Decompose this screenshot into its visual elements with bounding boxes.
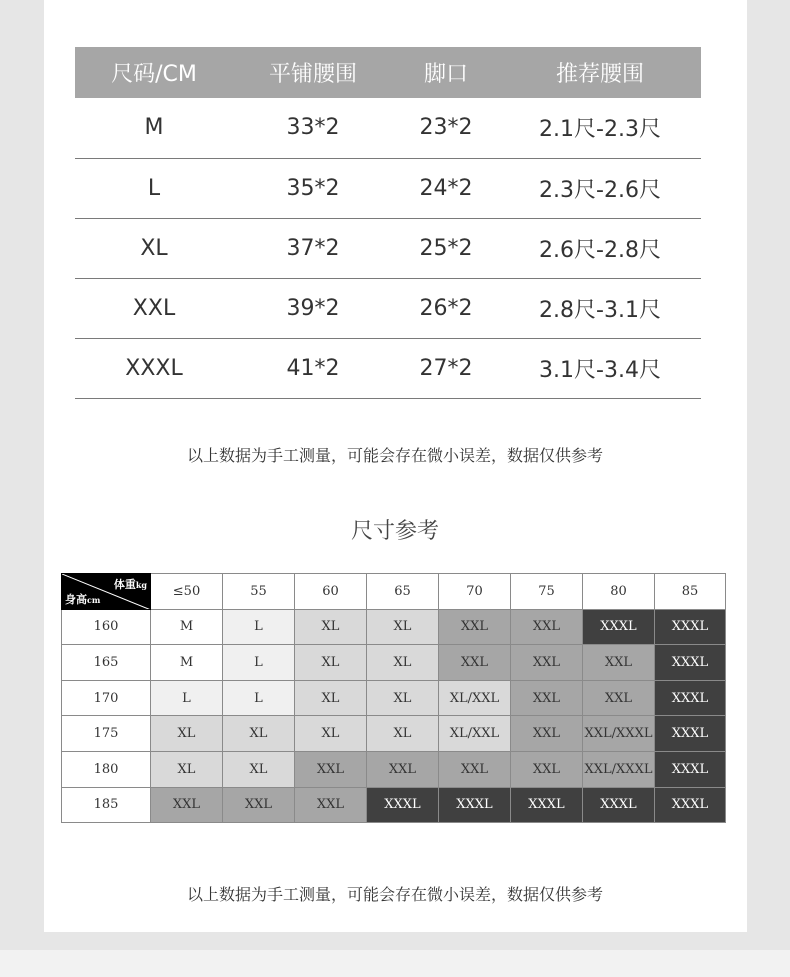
- size-recommendation-cell: XXL: [151, 787, 223, 823]
- weight-axis-label: [114, 576, 147, 592]
- size-recommendation-cell: L: [223, 680, 295, 716]
- size-recommendation-cell: XXL: [367, 751, 439, 787]
- hem-cell: 25*2: [393, 218, 499, 278]
- size-recommendation-cell: XXL: [295, 787, 367, 823]
- weight-header-cell: 75: [511, 574, 583, 610]
- size-recommendation-cell: XXXL: [655, 609, 726, 645]
- weight-header-cell: 85: [655, 574, 726, 610]
- weight-unit: kg: [135, 580, 147, 590]
- flat-waist-cell: 39*2: [233, 278, 393, 338]
- size-recommendation-cell: XL: [223, 716, 295, 752]
- hem-cell: 26*2: [393, 278, 499, 338]
- size-recommendation-cell: XXL: [439, 645, 511, 681]
- flat-waist-cell: 33*2: [233, 98, 393, 158]
- height-label: 身高: [65, 592, 87, 606]
- recommended-waist-cell: 2.8尺-3.1尺: [499, 278, 701, 338]
- height-cell: 185: [62, 787, 151, 823]
- measurement-note-bottom: 以上数据为手工测量，可能会存在微小误差，数据仅供参考: [186, 885, 603, 904]
- table-row: [62, 645, 726, 681]
- size-recommendation-cell: XXXL: [367, 787, 439, 823]
- header-hem: 脚口: [393, 47, 499, 98]
- size-recommendation-cell: XXL: [223, 787, 295, 823]
- flat-waist-cell: 35*2: [233, 158, 393, 218]
- size-recommendation-cell: XXXL: [655, 645, 726, 681]
- size-recommendation-cell: XXL: [511, 645, 583, 681]
- weight-header-cell: ≤50: [151, 574, 223, 610]
- table-row: [75, 158, 701, 218]
- size-recommendation-cell: XXL: [511, 716, 583, 752]
- recommended-waist-cell: 3.1尺-3.4尺: [499, 338, 701, 398]
- table-row: [75, 98, 701, 158]
- size-recommendation-cell: XXXL: [439, 787, 511, 823]
- recommended-waist-cell: 2.1尺-2.3尺: [499, 98, 701, 158]
- table-row: [75, 278, 701, 338]
- header-flat-waist: 平铺腰围: [233, 47, 393, 98]
- size-recommendation-cell: XL: [295, 609, 367, 645]
- size-recommendation-cell: XXL: [583, 645, 655, 681]
- size-recommendation-cell: XXXL: [655, 751, 726, 787]
- recommended-waist-cell: 2.6尺-2.8尺: [499, 218, 701, 278]
- height-cell: 165: [62, 645, 151, 681]
- size-recommendation-cell: XXXL: [655, 716, 726, 752]
- table-row: [62, 716, 726, 752]
- table-row: [75, 218, 701, 278]
- hem-cell: 27*2: [393, 338, 499, 398]
- size-recommendation-cell: XXL: [583, 680, 655, 716]
- waist-size-table: [75, 47, 701, 399]
- size-cell: XXXL: [75, 338, 233, 398]
- weight-header-row: [62, 574, 726, 610]
- flat-waist-cell: 41*2: [233, 338, 393, 398]
- size-recommendation-cell: XL: [295, 716, 367, 752]
- height-weight-size-chart: [61, 573, 726, 823]
- height-unit: cm: [87, 594, 101, 605]
- size-recommendation-cell: XL: [367, 680, 439, 716]
- size-recommendation-cell: XL: [151, 751, 223, 787]
- size-recommendation-cell: XXL/XXXL: [583, 751, 655, 787]
- weight-header-cell: 70: [439, 574, 511, 610]
- size-recommendation-cell: XL: [367, 645, 439, 681]
- table-row: [62, 609, 726, 645]
- size-recommendation-cell: XXL/XXXL: [583, 716, 655, 752]
- size-recommendation-cell: XXL: [295, 751, 367, 787]
- weight-header-cell: 80: [583, 574, 655, 610]
- hem-cell: 24*2: [393, 158, 499, 218]
- height-cell: 160: [62, 609, 151, 645]
- size-recommendation-cell: XL: [151, 716, 223, 752]
- height-cell: 180: [62, 751, 151, 787]
- weight-header-cell: 55: [223, 574, 295, 610]
- table-row: [62, 751, 726, 787]
- measurement-note-top: 以上数据为手工测量，可能会存在微小误差，数据仅供参考: [186, 446, 603, 465]
- size-recommendation-cell: XXXL: [583, 787, 655, 823]
- size-recommendation-cell: L: [223, 645, 295, 681]
- size-recommendation-cell: XL: [295, 645, 367, 681]
- table-row: [62, 787, 726, 823]
- weight-label: 体重: [113, 578, 136, 591]
- corner-header-cell: [62, 574, 151, 610]
- size-recommendation-cell: XXL: [439, 751, 511, 787]
- size-recommendation-cell: XL: [295, 680, 367, 716]
- size-recommendation-cell: XL/XXL: [439, 680, 511, 716]
- size-cell: L: [75, 158, 233, 218]
- size-recommendation-cell: XXL: [511, 751, 583, 787]
- size-recommendation-cell: XL: [367, 609, 439, 645]
- recommended-waist-cell: 2.3尺-2.6尺: [499, 158, 701, 218]
- hem-cell: 23*2: [393, 98, 499, 158]
- size-recommendation-cell: XXXL: [583, 609, 655, 645]
- size-recommendation-cell: XXL: [511, 680, 583, 716]
- bottom-strip: [0, 950, 790, 977]
- size-recommendation-cell: M: [151, 609, 223, 645]
- size-recommendation-cell: XL/XXL: [439, 716, 511, 752]
- size-recommendation-cell: XXL: [439, 609, 511, 645]
- flat-waist-cell: 37*2: [233, 218, 393, 278]
- weight-header-cell: 65: [367, 574, 439, 610]
- size-cell: XXL: [75, 278, 233, 338]
- size-cell: XL: [75, 218, 233, 278]
- size-recommendation-cell: XXXL: [655, 680, 726, 716]
- size-reference-title: 尺寸参考: [350, 519, 439, 544]
- size-recommendation-cell: L: [151, 680, 223, 716]
- size-recommendation-cell: XL: [367, 716, 439, 752]
- table-row: [75, 338, 701, 398]
- waist-table-header-row: [75, 47, 701, 98]
- size-recommendation-cell: XXL: [511, 609, 583, 645]
- height-axis-label: [65, 591, 100, 607]
- weight-header-cell: 60: [295, 574, 367, 610]
- size-recommendation-cell: XL: [223, 751, 295, 787]
- height-cell: 170: [62, 680, 151, 716]
- size-recommendation-cell: M: [151, 645, 223, 681]
- size-recommendation-cell: L: [223, 609, 295, 645]
- header-recommended-waist: 推荐腰围: [499, 47, 701, 98]
- size-cell: M: [75, 98, 233, 158]
- table-row: [62, 680, 726, 716]
- height-cell: 175: [62, 716, 151, 752]
- size-recommendation-cell: XXXL: [511, 787, 583, 823]
- size-recommendation-cell: XXXL: [655, 787, 726, 823]
- header-size: 尺码/CM: [75, 47, 233, 98]
